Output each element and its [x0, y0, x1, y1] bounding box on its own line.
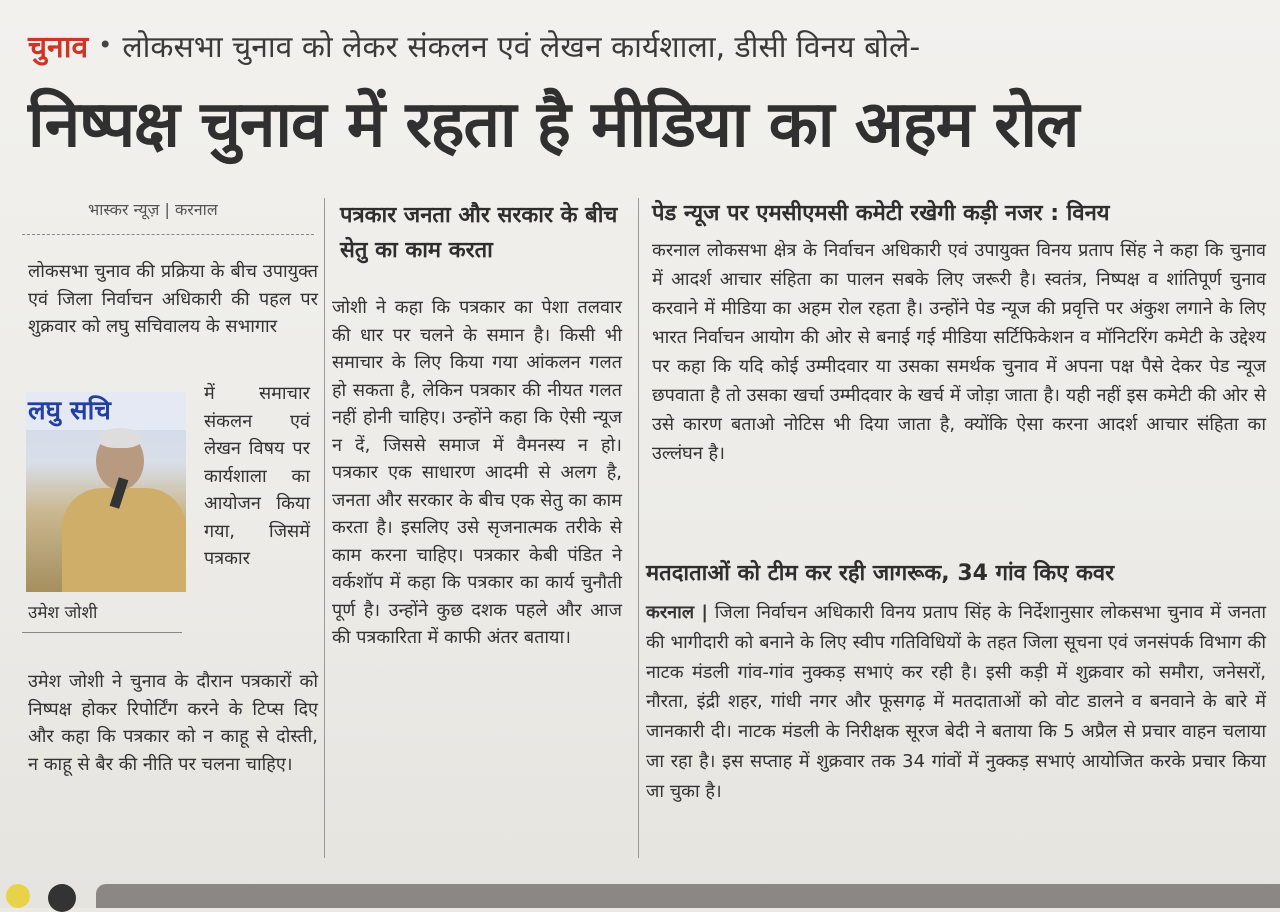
column-divider: [324, 198, 325, 858]
article-column-1-side: [204, 380, 310, 573]
byline-divider: [22, 234, 314, 235]
caption-divider: [22, 632, 182, 633]
photo-figure-body: [62, 488, 186, 592]
page-edge-strip: [96, 884, 1280, 908]
paragraph: जोशी ने कहा कि पत्रकार का पेशा तलवार की धार पर चलने के समान है। किसी भी समाचार के लिए किया गया आंकलन गलत हो सकता है, लेकिन पत्रकार की नीयत गलत नहीं होनी चाहिए। उन्होंने कहा कि ऐसी न्यूज न दें, जिससे समाज में वैमनस्य न हो। पत्रकार एक साधारण आदमी से अलग है, जनता और सरकार के बीच एक सेतु का काम करता है। इसलिए उसे सृजनात्मक तरीके से काम करना चाहिए। पत्रकार केबी पंडित ने वर्कशॉप में कहा कि पत्रकार का कार्य चुनौती पूर्ण है। उन्होंने कुछ दशक पहले और आज की पत्रकारिता में काफी अंतर बताया।: [332, 297, 622, 648]
paragraph: में समाचार संकलन एवं लेखन विषय पर कार्यशाला का आयोजन किया गया, जिसमें पत्रकार: [204, 383, 310, 569]
article-column-1-top: [28, 258, 318, 341]
paragraph-body: जिला निर्वाचन अधिकारी विनय प्रताप सिंह के निर्देशानुसार लोकसभा चुनाव में जनता की भागीदारी को बनाने के लिए स्वीप गतिविधियों के तहत जिला सूचना एवं जनसंपर्क विभाग की नाटक मंडली गांव-गांव नुक्कड़ सभाएं कर रही है। इसी कड़ी में शुक्रवार को समौरा, जनेसरों, नौरता, इंद्री शहर, गांधी नगर और फूसगढ़ में मतदाताओं को वोट डालने व बनवाने के बारे में जानकारी दी। नाटक मंडली के निरीक्षक सूरज बेदी ने बताया कि 5 अप्रैल से प्रचार वाहन चलाया जा रहा है। इस सप्ताह में शुक्रवार तक 34 गांवों में नुक्कड़ सभाएं आयोजित करके प्रचार किया जा चुका है।: [646, 602, 1266, 802]
paragraph: [646, 598, 1266, 807]
subheading-column-3: पेड न्यूज पर एमसीएमसी कमेटी रखेगी कड़ी नजर : विनय: [652, 201, 1110, 226]
kicker-text: लोकसभा चुनाव को लेकर संकलन एवं लेखन कार्यशाला, डीसी विनय बोले-: [122, 29, 921, 65]
column-divider: [638, 198, 639, 858]
photo-banner-text: लघु सचि: [26, 392, 186, 430]
photo-figure-hair: [98, 428, 142, 448]
photo-caption: उमेश जोशी: [28, 603, 98, 623]
section-kicker: चुनाव: [28, 29, 89, 65]
article-column-2: [332, 294, 622, 652]
article-column-4: [646, 598, 1266, 807]
paragraph: करनाल लोकसभा क्षेत्र के निर्वाचन अधिकारी एवं उपायुक्त विनय प्रताप सिंह ने कहा कि चुनाव में आदर्श आचार संहिता का पालन सबके लिए जरूरी है। स्वतंत्र, निष्पक्ष व शांतिपूर्ण चुनाव करवाने में मीडिया का अहम रोल रहता है। उन्होंने पेड न्यूज की प्रवृत्ति पर अंकुश लगाने के लिए भारत निर्वाचन आयोग की ओर से बनाई गई मीडिया सर्टिफिकेशन व मॉनिटरिंग कमेटी के उद्देश्य पर कहा कि यदि कोई उम्मीदवार या उसका समर्थक चुनाव में अपना पक्ष पैसे देकर पेड न्यूज छपवाता है तो उसका खर्चा उम्मीदवार के खर्च में जोड़ा जाता है। यही नहीं इस कमेटी की ओर से उसे कारण बताओ नोटिस भी दिया जाता है, क्योंकि ऐसा करना आदर्श आचार संहिता का उल्लंघन है।: [652, 240, 1266, 464]
dateline: करनाल |: [646, 602, 708, 623]
kicker-bullet: •: [98, 31, 113, 59]
subheading-column-4: मतदाताओं को टीम कर रही जागरूक, 34 गांव किए कवर: [646, 561, 1115, 586]
binder-dot: [6, 884, 30, 908]
kicker-row: [28, 24, 920, 66]
subheading-column-2: पत्रकार जनता और सरकार के बीच सेतु का काम करता: [340, 203, 618, 263]
headline: निष्पक्ष चुनाव में रहता है मीडिया का अहम रोल: [28, 88, 1079, 162]
reporter-photo: [26, 392, 186, 592]
paragraph: लोकसभा चुनाव की प्रक्रिया के बीच उपायुक्त एवं जिला निर्वाचन अधिकारी की पहल पर शुक्रवार को लघु सचिवालय के सभागार: [28, 261, 318, 337]
article-column-1-bottom: [28, 668, 318, 778]
paragraph: उमेश जोशी ने चुनाव के दौरान पत्रकारों को निष्पक्ष होकर रिपोर्टिंग करने के टिप्स दिए और कहा कि पत्रकार को न काहू से दोस्ती, न काहू से बैर की नीति पर चलना चाहिए।: [28, 671, 318, 775]
article-column-3: [652, 236, 1266, 468]
byline: भास्कर न्यूज़ | करनाल: [88, 200, 218, 219]
